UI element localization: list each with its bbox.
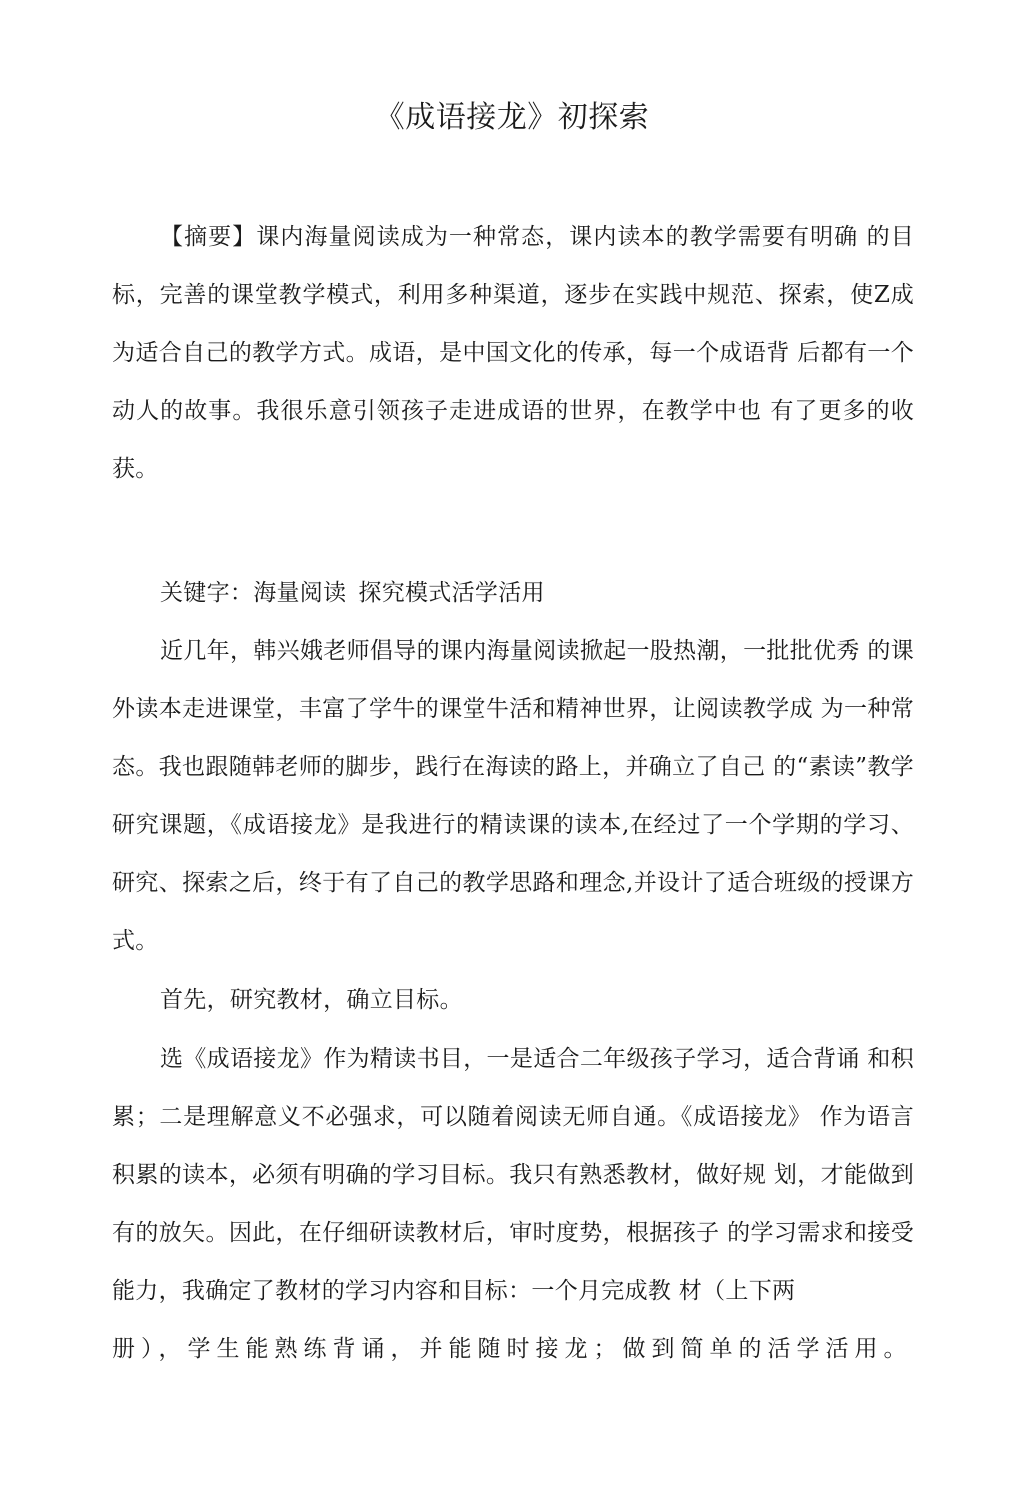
keyword-item: 海量阅读 [253,580,347,606]
body-paragraph: 首先，研究教材，确立目标。 [160,987,463,1013]
body-paragraph-block [112,1030,914,1378]
body-paragraph: 近几年，韩兴娥老师倡导的课内海量阅读掀起一股热潮，一批批优秀 的课外读本走进课堂，丰富了学牛的课堂牛活和精神世界，让阅读教学成 为一种常态。我也跟随韩老师的脚步，践行在海读的路上，并确立了自己 的“素读”教学研究课题，《成语接龙》是我进行的精读课的读本,在经过了一个学期的学习、研究、探索之后，终于有了自己的教学思路和理念,并设计了适合班级的授课方式。 [112,638,914,954]
abstract-text: 课内海量阅读成为一种常态，课内读本的教学需要有明确 的目标，完善的课堂教学模式，利用多种渠道，逐步在实践中规范、探索，使Z成为适合自己的教学方式。成语，是中国文化的传承，每一个成语背 后都有一个动人的故事。我很乐意引领孩子走进成语的世界，在教学中也 有了更多的收获。 [112,224,914,482]
keywords-label: 关键字： [160,580,254,606]
document-title: 《成语接龙》初探索 [374,100,650,135]
keyword-item: 探究模式活学活用 [358,580,545,606]
body-paragraph-last-line: 册），学生能熟练背诵，并能随时接龙；做到简单的活学活用。 [112,1336,913,1362]
abstract-paragraph [112,208,914,498]
keywords-line [112,564,914,622]
body-paragraph: 选《成语接龙》作为精读书目，一是适合二年级孩子学习，适合背诵 和积累；二是理解意义不必强求，可以随着阅读无师自通。《成语接龙》 作为语言积累的读本，必须有明确的学习目标。我只有熟悉教材，做好规 划，才能做到有的放矢。因此，在仔细研读教材后，审时度势，根据孩子 的学习需求和接受能力，我确定了教材的学习内容和目标：一个月完成教 材（上下两 [112,1046,914,1304]
abstract-label: 【摘要】 [160,224,257,250]
